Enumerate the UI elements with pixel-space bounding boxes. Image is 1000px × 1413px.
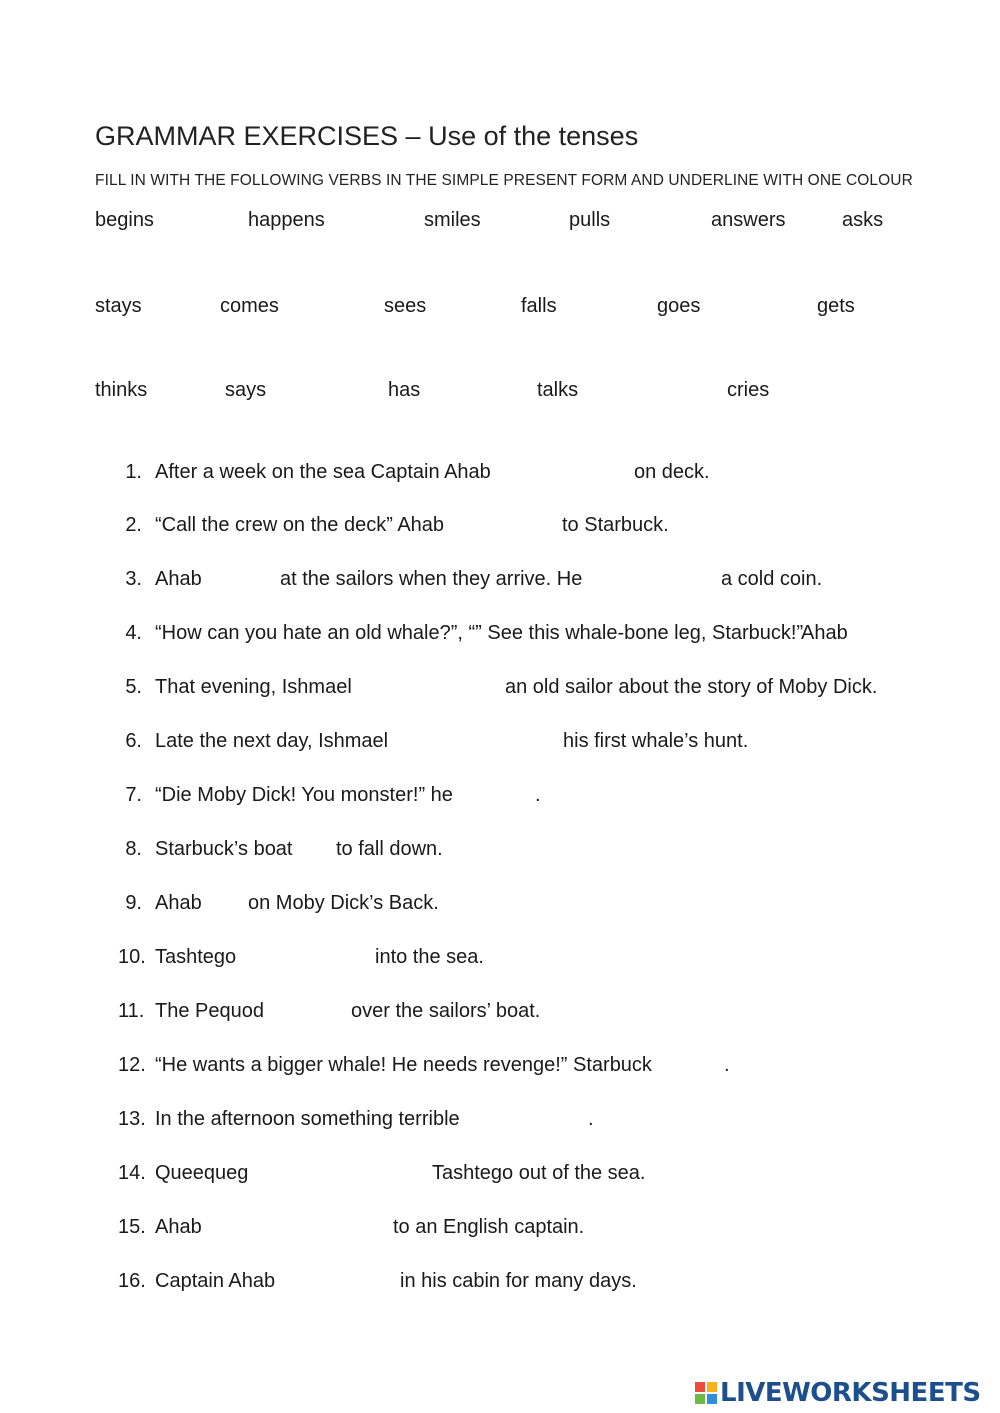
exercise-number: 16. [118,1270,146,1292]
exercise-number: 7. [125,784,142,806]
answer-blank[interactable] [242,946,367,968]
answer-blank[interactable] [852,622,932,644]
answer-blank[interactable] [450,784,530,806]
answer-blank[interactable] [352,676,497,698]
answer-blank[interactable] [640,1054,720,1076]
answer-blank[interactable] [577,568,715,590]
exercise-text: to fall down. [336,838,443,860]
exercise-text: The Pequod [155,1000,264,1022]
word-bank-item: asks [842,209,884,231]
exercise-text: Late the next day, Ishmael [155,730,389,752]
exercise-text: . [588,1108,594,1130]
word-bank-item: sees [384,295,427,317]
exercise-text: “Die Moby Dick! You monster!” he [155,784,453,806]
word-bank-item: happens [248,209,325,231]
exercise-text: Ahab [801,622,848,644]
exercise-text: Ahab [155,568,202,590]
exercise-text: After a week on the sea Captain Ahab [155,461,491,483]
exercise-number: 12. [118,1054,146,1076]
instructions: FILL IN WITH THE FOLLOWING VERBS IN THE SIMPLE PRESENT FORM AND UNDERLINE WITH ONE COLOUR [95,172,913,189]
exercise-text: into the sea. [375,946,484,968]
exercise-number: 14. [118,1162,146,1184]
exercise-text: an old sailor about the story of Moby Dick. [505,676,878,698]
exercise-text: on Moby Dick’s Back. [248,892,439,914]
word-bank-item: has [388,379,421,401]
answer-blank[interactable] [206,1216,386,1238]
exercise-number: 8. [125,838,142,860]
exercise-number: 2. [125,514,142,536]
word-bank-item: falls [521,295,557,317]
exercise-text: in his cabin for many days. [400,1270,637,1292]
logo-mark-icon [695,1382,717,1404]
exercise-number: 9. [125,892,142,914]
word-bank-item: comes [220,295,279,317]
answer-blank[interactable] [485,461,625,483]
answer-blank[interactable] [252,1162,424,1184]
exercise-text: a cold coin. [721,568,823,590]
answer-blank[interactable] [440,514,555,536]
exercise-text: In the afternoon something terrible [155,1108,460,1130]
exercise-number: 13. [118,1108,146,1130]
exercise-text: . [535,784,541,806]
exercise-text: Tashtego out of the sea. [432,1162,646,1184]
exercise-text: That evening, Ishmael [155,676,352,698]
exercise-text: to an English captain. [393,1216,585,1238]
exercise-text: “How can you hate an old whale?”, “” See this whale-bone leg, Starbuck!” [155,622,804,644]
word-bank-item: cries [727,379,770,401]
exercise-text: “He wants a bigger whale! He needs revenge!” Starbuck [155,1054,652,1076]
word-bank-item: gets [817,295,855,317]
exercise-text: Captain Ahab [155,1270,276,1292]
word-bank-item: goes [657,295,701,317]
exercise-number: 1. [125,461,142,483]
word-bank-item: smiles [424,209,481,231]
word-bank-item: says [225,379,267,401]
exercise-number: 10. [118,946,146,968]
exercise-text: . [724,1054,730,1076]
exercise-text: Ahab [155,1216,202,1238]
exercise-text: Queequeg [155,1162,249,1184]
answer-blank[interactable] [278,1270,393,1292]
exercise-text: to Starbuck. [562,514,669,536]
exercise-number: 5. [125,676,142,698]
exercise-number: 15. [118,1216,146,1238]
exercise-number: 3. [125,568,142,590]
exercise-text: Ahab [155,892,202,914]
word-bank-item: thinks [95,379,148,401]
liveworksheets-logo [695,1375,981,1411]
exercise-number: 11. [118,1000,145,1022]
word-bank-item: answers [711,209,786,231]
word-bank-item: begins [95,209,154,231]
answer-blank[interactable] [455,1108,583,1130]
exercise-text: Starbuck’s boat [155,838,293,860]
exercise-text: his first whale’s hunt. [563,730,749,752]
answer-blank[interactable] [292,838,330,860]
word-bank-item: stays [95,295,142,317]
answer-blank[interactable] [266,1000,344,1022]
exercise-text: over the sailors’ boat. [351,1000,541,1022]
exercise-text: at the sailors when they arrive. He [280,568,583,590]
exercise-number: 6. [125,730,142,752]
exercise-number: 4. [125,622,142,644]
word-bank-item: pulls [569,209,611,231]
page-title: GRAMMAR EXERCISES – Use of the tenses [95,121,639,151]
logo-text: LIVEWORKSHEETS [720,1378,981,1408]
exercise-text: on deck. [634,461,710,483]
exercise-text: “Call the crew on the deck” Ahab [155,514,445,536]
answer-blank[interactable] [205,568,275,590]
word-bank-item: talks [537,379,579,401]
answer-blank[interactable] [204,892,242,914]
answer-blank[interactable] [388,730,556,752]
exercise-text: Tashtego [155,946,237,968]
